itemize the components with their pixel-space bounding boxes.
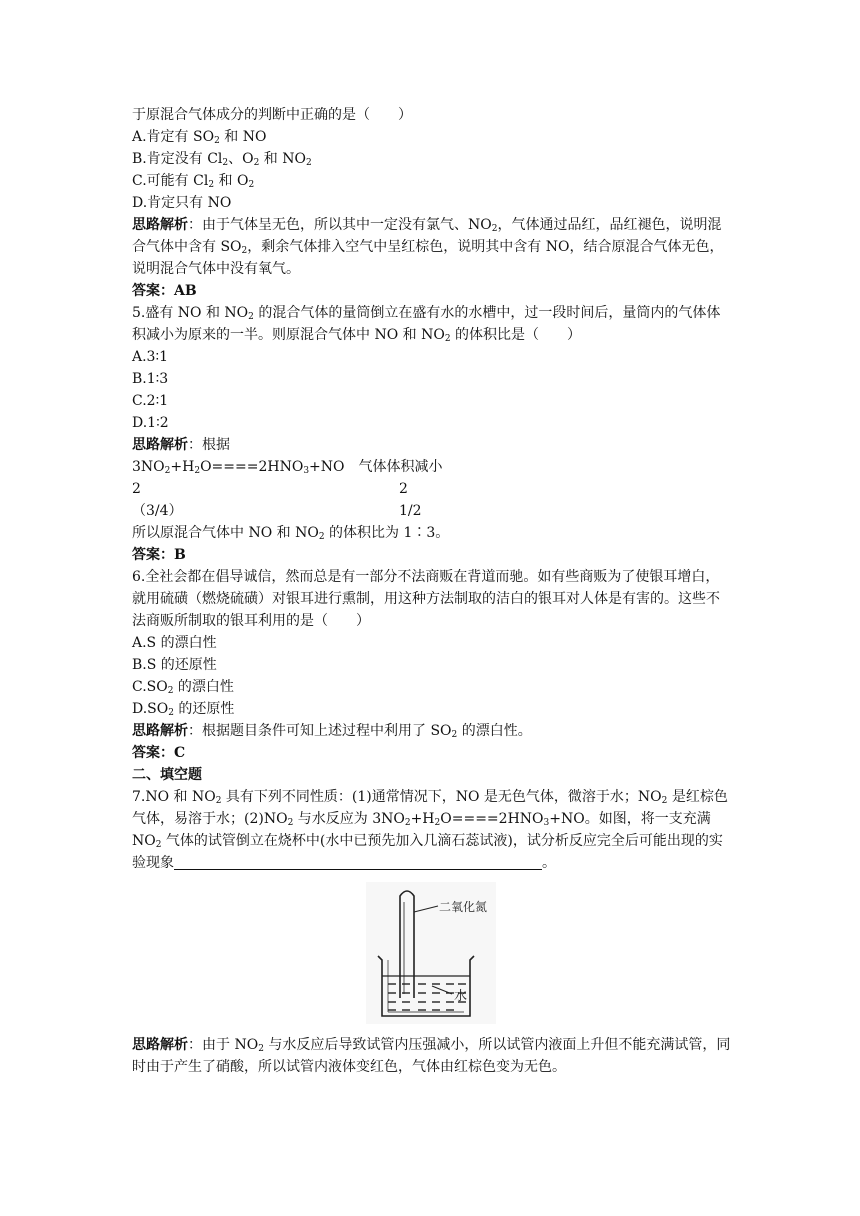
q5-option-d: D.1∶2 [132, 415, 169, 431]
label-water: 水 [454, 989, 468, 1004]
beaker-figure [366, 882, 496, 1024]
q5-option-c: C.2∶1 [132, 393, 169, 409]
q6-stem: 6.全社会都在倡导诚信，然而总是有一部分不法商贩在背道而驰。如有些商贩为了使银耳增白，就用硫磺（燃烧硫磺）对银耳进行熏制，用这种方法制取的洁白的银耳对人体是有害的。这些不法商贩所制取的银耳利用的是（ ） [132, 569, 720, 629]
answer-label: 答案 [132, 547, 160, 563]
q5-ratio-row-1: 2 2 [132, 481, 408, 497]
q4-option-c: C.可能有 $Cl_2$ 和 $O_2$ [132, 173, 255, 190]
q5-option-a: A.3∶1 [132, 349, 169, 365]
q7-analysis: 思路解析：由于 $NO_2$ 与水反应后导致试管内压强减小，所以试管内液面上升但不能充满试管，同时由于产生了硝酸，所以试管内液体变红色，气体由红棕色变为无色。 [132, 1037, 731, 1075]
q6-option-c: $C.SO_2$ 的漂白性 [132, 679, 234, 696]
q4-option-a: A.肯定有 $SO_2$ 和 NO [132, 129, 267, 146]
q6-option-d: $D.SO_2$ 的还原性 [132, 701, 235, 718]
q5-analysis: 思路解析：根据 [132, 437, 230, 453]
q6-answer: 答案：C [132, 745, 186, 761]
q7-stem: 7.NO 和 $NO_2$ 具有下列不同性质：(1)通常情况下，NO 是无色气体，微溶于水；$NO_2$ 是红棕色气体，易溶于水；$(2)NO_2$ 与水反应为 $3NO_2+H_2O====2HNO_3+NO$。如图，将一支充满 $NO_2$ 气体的试管倒立在烧杯中(水中已预先加入几滴石蕊试液)，试分析反应完全后可能出现的实验现象 。 [132, 789, 728, 871]
q4-option-d: D.肯定只有 NO [132, 195, 232, 211]
q6-option-a: A.S 的漂白性 [132, 635, 217, 651]
q5-ratio-row-2: （3/4） 1/2 [132, 503, 422, 519]
q6-option-b: B.S 的还原性 [132, 657, 217, 673]
analysis-label: 思路解析 [132, 437, 188, 453]
q6-analysis: 思路解析：根据题目条件可知上述过程中利用了 $SO_2$ 的漂白性。 [132, 723, 532, 740]
q4-stem-tail: 于原混合气体成分的判断中正确的是（ ） [132, 107, 412, 123]
q5-conclusion: 所以原混合气体中 NO 和 $NO_2$ 的体积比为 1∶3。 [132, 525, 450, 542]
document-page [132, 104, 732, 1078]
q4-analysis: 思路解析：由于气体呈无色，所以其中一定没有氯气、$NO_2$，气体通过品红，品红褪色，说明混合气体中含有 $SO_2$，剩余气体排入空气中呈红棕色，说明其中含有 NO，结合原混合气体无色，说明混合气体中没有氧气。 [132, 217, 724, 277]
q5-option-b: B.1∶3 [132, 371, 169, 387]
analysis-label: 思路解析 [132, 723, 188, 739]
q4-answer: 答案：AB [132, 283, 197, 299]
answer-label: 答案 [132, 745, 160, 761]
section-title: 二、填空题 [132, 767, 202, 783]
analysis-label: 思路解析 [132, 217, 188, 233]
label-nitrogen-dioxide: 二氧化氮 [439, 900, 488, 914]
q5-equation: $3NO_2+H_2O====2HNO_3+NO$ 气体体积减小 [132, 459, 443, 476]
q5-stem: 5.盛有 NO 和 $NO_2$ 的混合气体的量筒倒立在盛有水的水槽中，过一段时间后，量筒内的气体体积减小为原来的一半。则原混合气体中 NO 和 $NO_2$ 的体积比是（ ） [132, 305, 721, 344]
answer-label: 答案 [132, 283, 160, 299]
q4-option-b: B.肯定没有 $Cl_2$、$O_2$ 和 $NO_2$ [132, 151, 312, 168]
q5-answer: 答案：B [132, 547, 186, 563]
analysis-label: 思路解析 [132, 1037, 188, 1053]
answer-blank[interactable] [174, 855, 542, 870]
beaker-diagram [366, 882, 496, 1024]
